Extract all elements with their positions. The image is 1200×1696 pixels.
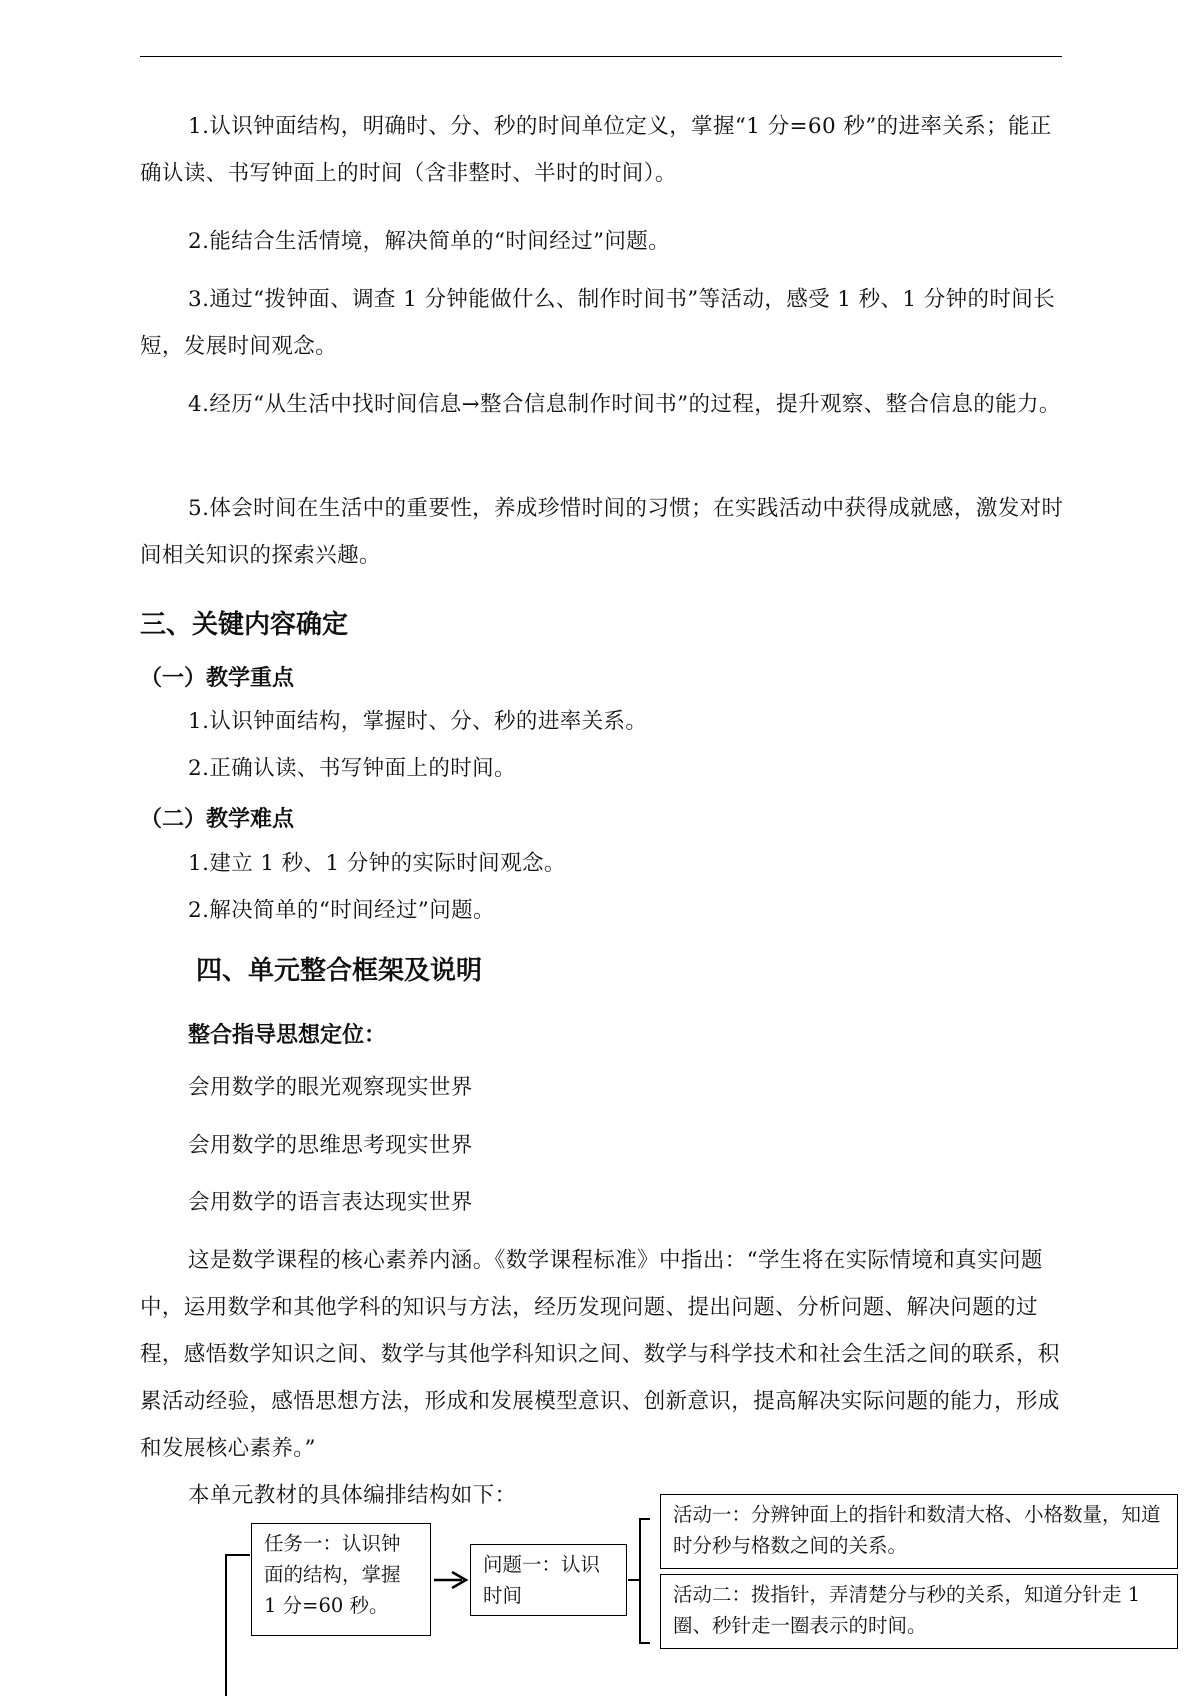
task-1-box: 任务一：认识钟面的结构，掌握 1 分=60 秒。 [251,1523,431,1636]
standard-paragraph: 这是数学课程的核心素养内涵。《数学课程标准》中指出：“学生将在实际情境和真实问题中，运用数学和其他学科的知识与方法，经历发现问题、提出问题、分析问题、解决问题的过程，感悟数学知识之间、数学与其他学科知识之间、数学与科学技术和社会生活之间的联系，积累活动经验，感悟思想方法，形成和发展模型意识、创新意识，提高解决实际问题的能力，形成和发展核心素养。” [140,1248,1060,1461]
key-points-title: （一）教学重点 [140,666,295,691]
objective-5: 5.体会时间在生活中的重要性，养成珍惜时间的习惯；在实践活动中获得成就感，激发对时间相关知识的探索兴趣。 [140,496,1064,568]
activity-1-box: 活动一：分辨钟面上的指针和数清大格、小格数量，知道时分秒与格数之间的关系。 [660,1494,1178,1569]
objective-4: 4.经历“从生活中找时间信息→整合信息制作时间书”的过程，提升观察、整合信息的能力。 [188,392,1061,417]
objective-2: 2.能结合生活情境，解决简单的“时间经过”问题。 [188,229,671,254]
difficult-point-item: 2.解决简单的“时间经过”问题。 [188,898,495,923]
guide-line: 会用数学的语言表达现实世界 [188,1190,473,1215]
guide-line: 会用数学的眼光观察现实世界 [188,1075,473,1100]
difficult-points-title: （二）教学难点 [140,807,295,832]
guide-line: 会用数学的思维思考现实世界 [188,1133,473,1158]
section4-title: 四、单元整合框架及说明 [196,956,483,986]
objective-3: 3.通过“拨钟面、调查 1 分钟能做什么、制作时间书”等活动，感受 1 秒、1 分钟的时间长短，发展时间观念。 [140,287,1056,359]
structure-intro: 本单元教材的具体编排结构如下： [188,1483,517,1508]
guide-title: 整合指导思想定位： [188,1023,387,1048]
section3-title: 三、关键内容确定 [140,610,349,640]
question-1-box: 问题一：认识时间 [470,1544,627,1616]
objective-1: 1.认识钟面结构，明确时、分、秒的时间单位定义，掌握“1 分=60 秒”的进率关系；能正确认读、书写钟面上的时间（含非整时、半时的时间）。 [140,114,1052,186]
key-point-item: 2.正确认读、书写钟面上的时间。 [188,756,516,781]
difficult-point-item: 1.建立 1 秒、1 分钟的实际时间观念。 [188,851,566,876]
activity-2-box: 活动二：拨指针，弄清楚分与秒的关系，知道分针走 1 圈、秒针走一圈表示的时间。 [660,1574,1178,1649]
key-point-item: 1.认识钟面结构，掌握时、分、秒的进率关系。 [188,709,648,734]
